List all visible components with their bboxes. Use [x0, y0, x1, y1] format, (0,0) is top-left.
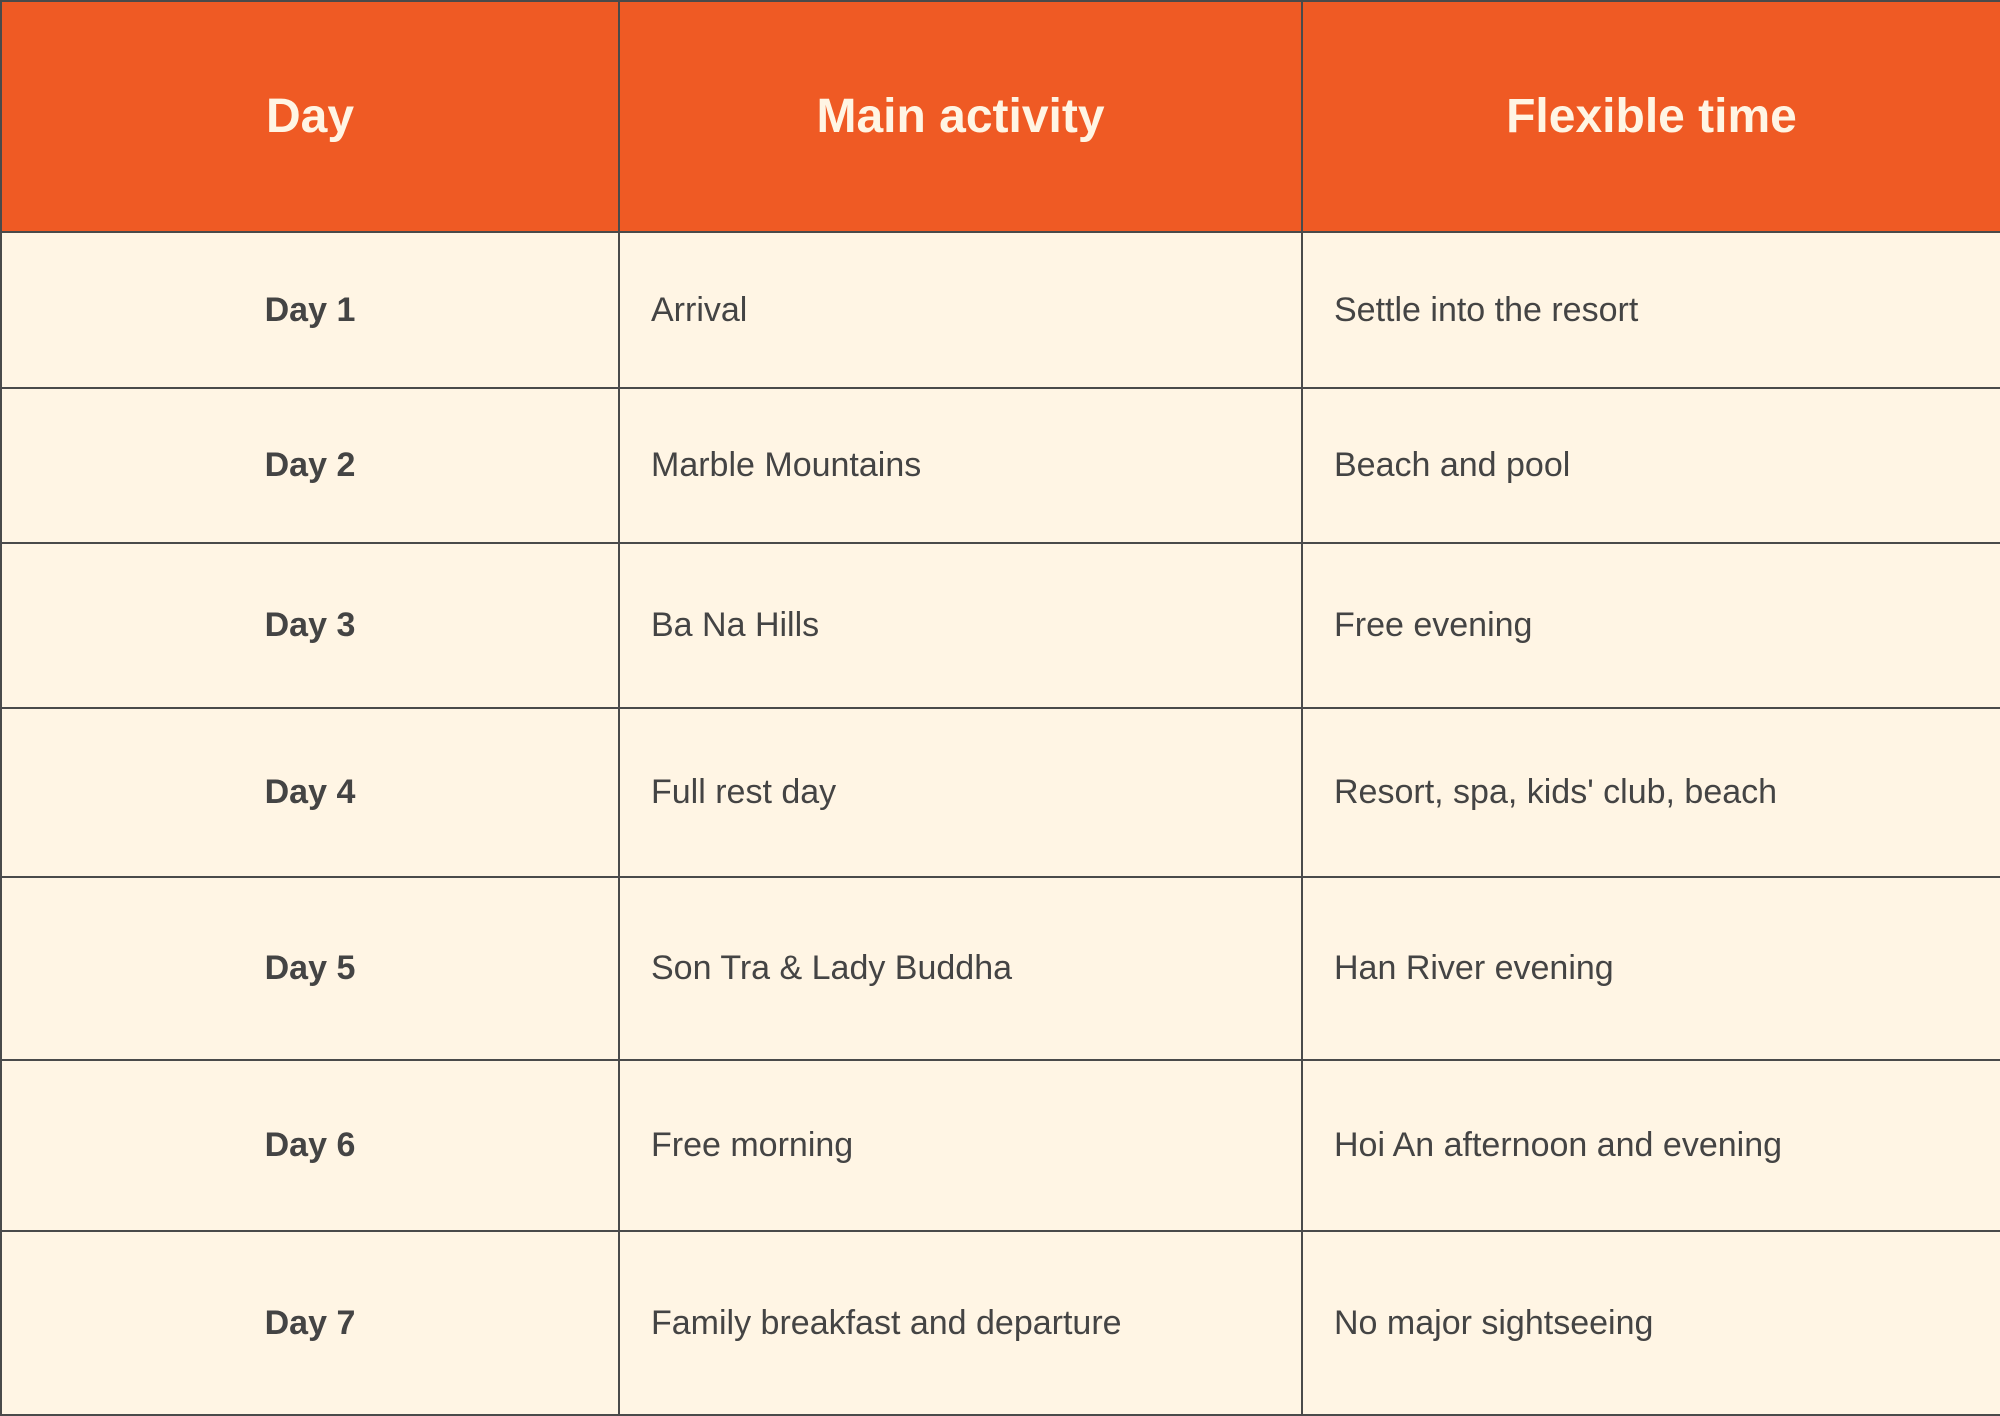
main-activity-cell: Marble Mountains [619, 388, 1302, 543]
table-row [1, 232, 2000, 388]
table-row [1, 543, 2000, 708]
main-activity-cell: Full rest day [619, 708, 1302, 877]
day-cell: Day 2 [1, 388, 619, 543]
main-activity-cell: Family breakfast and departure [619, 1231, 1302, 1415]
column-header-day: Day [1, 1, 619, 232]
flexible-time-cell: Hoi An afternoon and evening [1302, 1060, 2000, 1231]
day-cell: Day 3 [1, 543, 619, 708]
column-header-flexible-time: Flexible time [1302, 1, 2000, 232]
main-activity-cell: Son Tra & Lady Buddha [619, 877, 1302, 1060]
main-activity-cell: Ba Na Hills [619, 543, 1302, 708]
day-cell: Day 5 [1, 877, 619, 1060]
day-cell: Day 4 [1, 708, 619, 877]
table-row [1, 877, 2000, 1060]
table-row [1, 708, 2000, 877]
table-header [1, 1, 2000, 232]
table-row [1, 1231, 2000, 1415]
table-body [1, 232, 2000, 1415]
header-row [1, 1, 2000, 232]
day-cell: Day 7 [1, 1231, 619, 1415]
flexible-time-cell: Resort, spa, kids' club, beach [1302, 708, 2000, 877]
flexible-time-cell: Han River evening [1302, 877, 2000, 1060]
day-cell: Day 1 [1, 232, 619, 388]
flexible-time-cell: Beach and pool [1302, 388, 2000, 543]
main-activity-cell: Free morning [619, 1060, 1302, 1231]
flexible-time-cell: Settle into the resort [1302, 232, 2000, 388]
main-activity-cell: Arrival [619, 232, 1302, 388]
table-row [1, 1060, 2000, 1231]
flexible-time-cell: No major sightseeing [1302, 1231, 2000, 1415]
column-header-main-activity: Main activity [619, 1, 1302, 232]
day-cell: Day 6 [1, 1060, 619, 1231]
flexible-time-cell: Free evening [1302, 543, 2000, 708]
table-row [1, 388, 2000, 543]
